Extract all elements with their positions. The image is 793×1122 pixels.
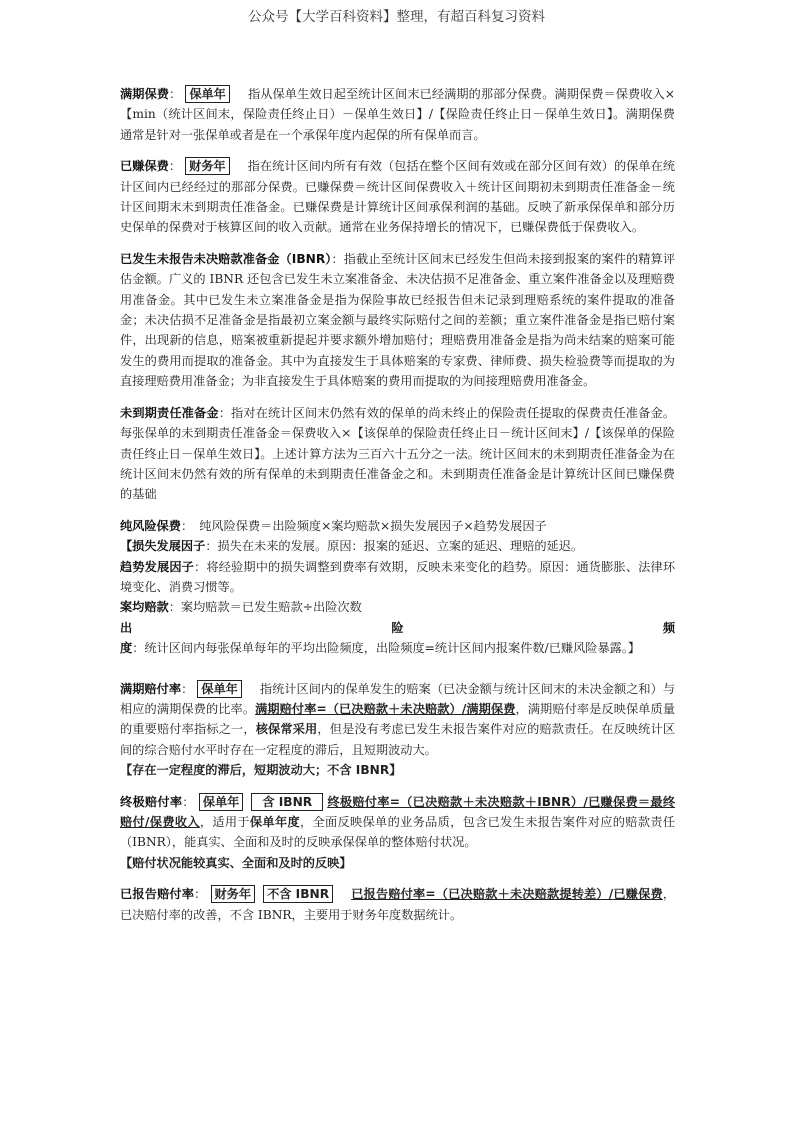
term-label: 未到期责任准备金 (120, 405, 219, 420)
paragraph-earned-premium: 已赚保费： 财务年 指在统计区间内所有有效（包括在整个区间有效或在部分区间有效）的保单在统计区间内已经经过的那部分保费。已赚保费＝统计区间保费收入＋统计区间期初未到期责任准备金－统计区间期末未到期责任准备金。已赚保费是计算统计区间承保利润的基础。反映了新承保保单和部分历史保单的保费对于核算区间的收入贡献。通常在业务保持增长的情况下，已赚保费低于保费收入。 (120, 159, 676, 235)
document-body (120, 84, 675, 925)
definition-text: ：指对在统计区间末仍然有效的保单的尚未终止的保险责任提取的保费责任准备金。每张保单的未到期责任准备金＝保费收入×【该保单的保险责任终止日－统计区间末】/【该保单的保险责任终止日－保单生效日】。上述计算方法为三百六十五分之一法。统计区间末的未到期责任准备金为在统计区间末仍然有效的所有保单的未到期责任准备金之和。未到期责任准备金是计算统计区间已赚保费的基础 (120, 405, 676, 502)
paragraph-unearned-premium-reserve (120, 403, 675, 505)
policy-year-tag: 保单年 (199, 793, 244, 811)
ibnr-excluded-tag: 不含 IBNR (263, 885, 333, 903)
paragraph-expired-loss-ratio: 满期赔付率： 保单年 指统计区间内的保单发生的赔案（已决金额与统计区间末的未决金额之和）与相应的满期保费的比率。满期赔付率=（已决赔款＋未决赔款）/满期保费，满期赔付率是反映保单质量的重要赔付率指标之一，核保常采用，但是没有考虑已发生未报告案件对应的赔款责任。在反映统计区间的综合赔付水平时存在一定程度的滞后，且短期波动大。 (120, 681, 676, 757)
formula-line: 纯风险保费： 纯风险保费＝出险频度×案均赔款×损失发展因子×趋势发展因子 (120, 518, 547, 533)
claim-frequency-line: 出险频度：统计区间内每张保单每年的平均出险频度，出险频度=统计区间内报案件数/已赚风险暴露。】 (120, 620, 675, 656)
definition-text: 指在统计区间内所有有效（包括在整个区间有效或在部分区间有效）的保单在统计区间内已经经过的那部分保费。已赚保费＝统计区间保费收入＋统计区间期初未到期责任准备金－统计区间期末未到期责任准备金。已赚保费是计算统计区间承保利润的基础。反映了新承保保单和部分历史保单的保费对于核算区间的收入贡献。通常在业务保持增长的情况下，已赚保费低于保费收入。 (120, 159, 676, 235)
term-label: 已发生未报告未决赔款准备金（IBNR） (120, 251, 332, 266)
term-label: 满期保费 (120, 87, 170, 101)
trend-development-line: 趋势发展因子：将经验期中的损失调整到费率有效期，反映未来变化的趋势。原因：通货膨胀、法律环境变化、消费习惯等。 (120, 559, 676, 594)
financial-year-tag: 财务年 (211, 885, 256, 903)
paragraph-reported-loss-ratio: 已报告赔付率： 财务年 不含 IBNR 已报告赔付率=（已决赔款＋未决赔款提转差）/已赚保费，已决赔付率的改善，不含 IBNR，主要用于财务年度数据统计。 (120, 887, 675, 922)
paragraph-ibnr (120, 249, 675, 392)
paragraph-earned-exposure-premium: 满期保费： 保单年 指从保单生效日起至统计区间末已经满期的那部分保费。满期保费＝保费收入×【min（统计区间末，保险责任终止日）－保单生效日】/【保险责任终止日－保单生效日】。满期保费通常是针对一张保单或者是在一个承保年度内起保的所有保单而言。 (120, 87, 676, 142)
term-label: 已赚保费 (120, 159, 169, 174)
definition-text: 指从保单生效日起至统计区间末已经满期的那部分保费。满期保费＝保费收入×【min（统计区间末，保险责任终止日）－保单生效日】/【保险责任终止日－保单生效日】。满期保费通常是针对一张保单或者是在一个承保年度内起保的所有保单而言。 (120, 87, 676, 142)
policy-year-tag: 保单年 (197, 680, 242, 698)
formula-text: 满期赔付率=（已决赔款＋未决赔款）/满期保费 (255, 701, 516, 716)
page-header: 公众号【大学百科资料】整理，有超百科复习资料 (248, 9, 545, 25)
summary-note: 【存在一定程度的滞后，短期波动大；不含 IBNR】 (120, 763, 402, 778)
formula-text: 终极赔付率=（已决赔款＋未决赔款＋IBNR）/已赚保费＝最终赔付/保费收入 (120, 794, 676, 829)
term-label: 终极赔付率 (120, 794, 183, 809)
summary-note: 【赔付状况能较真实、全面和及时的反映】 (120, 855, 352, 870)
loss-development-line: 【损失发展因子：损失在未来的发展。原因：报案的延迟、立案的延迟、理赔的延迟。 (120, 539, 584, 554)
paragraph-ultimate-loss-ratio: 终极赔付率： 保单年 含 IBNR 终极赔付率=（已决赔款＋未决赔款＋IBNR）/已赚保费＝最终赔付/保费收入，适用于保单年度，全面反映保单的业务品质，包含已发生未报告案件对应的赔款责任（IBNR），能真实、全面和及时的反映承保保单的整体赔付状况。 (120, 794, 676, 850)
formula-text: 已报告赔付率=（已决赔款＋未决赔款提转差）/已赚保费 (351, 887, 663, 902)
term-label: 已报告赔付率 (120, 887, 195, 902)
financial-year-tag: 财务年 (185, 157, 230, 175)
definition-text: ：指截止至统计区间末已经发生但尚未接到报案的案件的精算评估金额。广义的 IBNR 还包含已发生未立案准备金、未决估损不足准备金、重立案件准备金以及理赔费用准备金。其中已发生未立案准备金是指为保险事故已经报告但未记录到理赔系统的案件提取的准备金；未决估损不足准备金是指最初立案金额与最终实际赔付之间的差额；重立案件准备金是指已赔付案件，出现新的信息，赔案被重新提起并要求额外增加赔付；理赔费用准备金是指为尚未结案的赔案可能发生的费用而提取的准备金。其中为直接发生于具体赔案的专家费、律师费、损失检验费等而提取的为直接理赔费用准备金；为非直接发生于具体赔案的费用而提取的为间接理赔费用准备金。 (120, 251, 676, 389)
average-claim-line: 案均赔款：案均赔款＝已发生赔款÷出险次数 (120, 600, 362, 615)
ibnr-included-tag: 含 IBNR (251, 793, 323, 811)
paragraph-pure-risk-premium (120, 516, 675, 659)
term-label: 满期赔付率 (120, 681, 182, 696)
policy-year-tag: 保单年 (185, 85, 230, 103)
